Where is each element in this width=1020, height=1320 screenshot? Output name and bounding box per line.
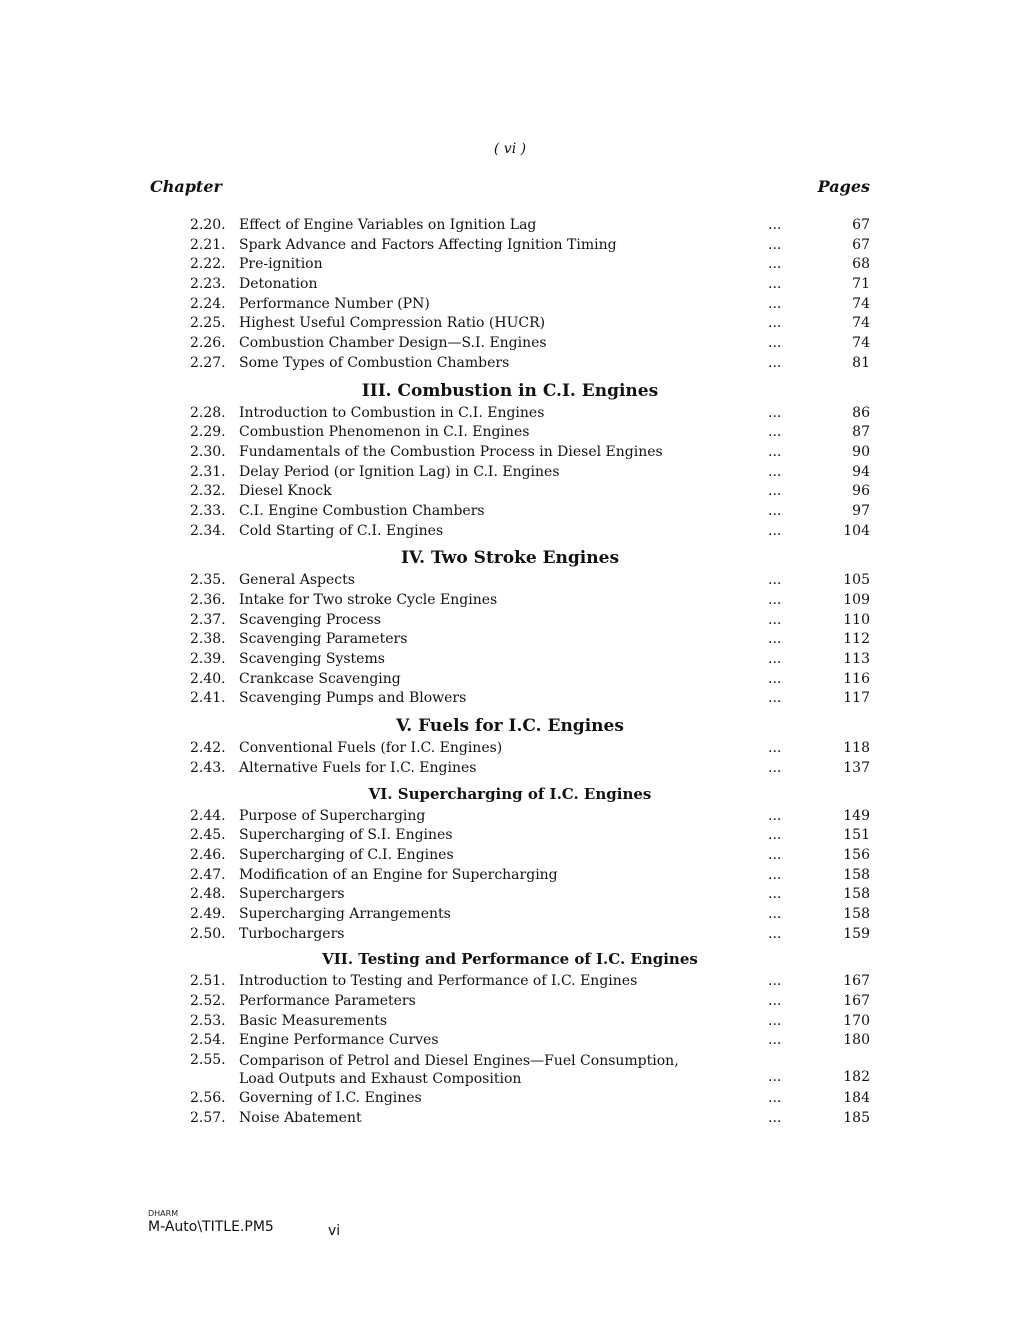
entry-page-number: 71 xyxy=(852,276,870,293)
entry-title-line: Combustion Phenomenon in C.I. Engines xyxy=(239,424,530,441)
entry-title-line: Scavenging Pumps and Blowers xyxy=(239,690,467,707)
toc-entry[interactable] xyxy=(150,314,870,334)
toc-entry[interactable] xyxy=(150,972,870,992)
entry-title xyxy=(239,255,323,275)
entry-page-number: 137 xyxy=(843,759,870,776)
entry-number: 2.35. xyxy=(190,572,226,589)
entry-leader-dots: ... xyxy=(768,502,782,519)
entry-leader-dots: ... xyxy=(768,276,782,293)
entry-title xyxy=(239,630,407,650)
entry-page-number: 167 xyxy=(843,993,870,1009)
section-heading: VI. Supercharging of I.C. Engines xyxy=(368,784,652,803)
toc-entry[interactable] xyxy=(150,739,870,759)
entry-number: 2.43. xyxy=(190,759,226,776)
entry-leader-dots: ... xyxy=(768,404,782,421)
entry-number: 2.32. xyxy=(190,483,226,500)
entry-title xyxy=(239,650,385,670)
entry-page-number: 180 xyxy=(843,1032,870,1049)
entry-number: 2.46. xyxy=(190,846,226,863)
entry-page-number: 67 xyxy=(852,236,870,253)
entry-title xyxy=(239,826,453,846)
entry-title-line: Scavenging Systems xyxy=(239,651,385,668)
entry-number: 2.51. xyxy=(190,973,226,990)
entry-page-number: 74 xyxy=(852,315,870,332)
entry-title-line: Load Outputs and Exhaust Composition xyxy=(239,1071,522,1088)
entry-number: 2.38. xyxy=(190,631,226,648)
entry-page-number: 90 xyxy=(852,443,870,460)
entry-leader-dots: ... xyxy=(768,807,782,824)
entry-number: 2.53. xyxy=(190,1012,226,1029)
entry-page-number: 117 xyxy=(843,690,870,707)
toc-entry[interactable] xyxy=(150,1031,870,1051)
entry-page-number: 87 xyxy=(852,424,870,441)
entry-title xyxy=(239,314,545,334)
entry-title xyxy=(239,275,317,295)
entry-title-line: Introduction to Combustion in C.I. Engines xyxy=(239,404,545,421)
entry-page-number: 185 xyxy=(843,1109,870,1126)
entry-title xyxy=(239,759,476,779)
toc-section xyxy=(150,779,870,945)
entry-number: 2.52. xyxy=(190,993,226,1009)
entry-leader-dots: ... xyxy=(768,827,782,844)
entry-title xyxy=(239,423,529,443)
entry-title-line: Basic Measurements xyxy=(239,1012,388,1029)
entry-title xyxy=(239,866,558,886)
footer xyxy=(148,1209,341,1239)
toc-entry[interactable] xyxy=(150,925,870,945)
entry-leader-dots: ... xyxy=(768,670,782,687)
entry-page-number: 149 xyxy=(843,807,870,824)
entry-page-number: 182 xyxy=(843,1069,870,1086)
entry-title xyxy=(239,334,547,354)
entry-page-number: 97 xyxy=(852,502,870,519)
entry-leader-dots: ... xyxy=(768,236,782,253)
entry-leader-dots: ... xyxy=(768,424,782,441)
entry-number: 2.54. xyxy=(190,1032,226,1049)
toc-entry[interactable] xyxy=(150,354,870,374)
footer-filename: M-Auto\TITLE.PM5 xyxy=(148,1219,274,1235)
toc-entry[interactable] xyxy=(150,630,870,650)
entry-number: 2.20. xyxy=(190,217,226,233)
entry-leader-dots: ... xyxy=(768,592,782,608)
entry-leader-dots: ... xyxy=(768,690,782,707)
toc-entry[interactable] xyxy=(150,1051,870,1089)
entry-number: 2.48. xyxy=(190,886,226,903)
entry-leader-dots: ... xyxy=(768,925,782,942)
entry-page-number: 104 xyxy=(843,522,870,539)
pages-heading: Pages xyxy=(817,177,870,196)
toc-header xyxy=(150,177,870,199)
entry-leader-dots: ... xyxy=(768,295,782,312)
entry-title-line: Fundamentals of the Combustion Process in Diesel Engines xyxy=(239,443,663,460)
entry-leader-dots: ... xyxy=(768,335,782,352)
toc-entry[interactable] xyxy=(150,846,870,866)
toc-entry[interactable] xyxy=(150,807,870,827)
entry-title-line: Conventional Fuels (for I.C. Engines) xyxy=(239,740,503,757)
toc-entry[interactable] xyxy=(150,334,870,354)
toc-entry[interactable] xyxy=(150,522,870,542)
entry-leader-dots: ... xyxy=(768,354,782,371)
entry-leader-dots: ... xyxy=(768,1090,782,1107)
entry-leader-dots: ... xyxy=(768,443,782,460)
entry-number: 2.27. xyxy=(190,354,226,371)
footer-tag: DHARM xyxy=(148,1209,179,1218)
toc-entry[interactable] xyxy=(150,255,870,275)
entry-page-number: 159 xyxy=(843,925,870,942)
entry-title-line: Noise Abatement xyxy=(239,1109,362,1126)
toc-entry[interactable] xyxy=(150,905,870,925)
entry-page-number: 167 xyxy=(843,973,870,990)
entry-title-line: Supercharging Arrangements xyxy=(239,905,451,922)
toc-entry[interactable] xyxy=(150,1089,870,1109)
entry-leader-dots: ... xyxy=(768,483,782,500)
toc-entry[interactable] xyxy=(150,295,870,315)
entry-number: 2.29. xyxy=(190,424,226,441)
entry-title-line: Diesel Knock xyxy=(239,483,332,500)
entry-title xyxy=(239,591,497,611)
entry-title-line: Cold Starting of C.I. Engines xyxy=(239,522,444,539)
toc-entry[interactable] xyxy=(150,482,870,502)
entry-page-number: 109 xyxy=(843,592,870,608)
entry-number: 2.26. xyxy=(190,335,226,352)
entry-title-line: Superchargers xyxy=(239,886,345,903)
section-heading: III. Combustion in C.I. Engines xyxy=(361,380,659,401)
toc-section xyxy=(150,374,870,542)
entry-number: 2.49. xyxy=(190,905,226,922)
entry-title-line: Purpose of Supercharging xyxy=(239,807,426,824)
entry-number: 2.24. xyxy=(190,295,226,312)
entry-title-line: Performance Number (PN) xyxy=(239,295,430,312)
entry-leader-dots: ... xyxy=(768,463,782,480)
entry-title xyxy=(239,689,466,709)
entry-title xyxy=(239,905,451,925)
entry-title-line: Scavenging Process xyxy=(239,611,381,628)
entry-title-line: Supercharging of C.I. Engines xyxy=(239,846,454,863)
entry-title xyxy=(239,463,560,483)
toc-entry[interactable] xyxy=(150,689,870,709)
entry-title-line: Performance Parameters xyxy=(239,993,416,1009)
entry-page-number: 118 xyxy=(843,740,870,757)
entry-number: 2.50. xyxy=(190,925,226,942)
entry-title xyxy=(239,443,663,463)
entry-title-line: General Aspects xyxy=(239,572,355,589)
entry-title xyxy=(239,522,443,542)
entry-title-line: Crankcase Scavenging xyxy=(239,670,401,687)
entry-title xyxy=(239,846,454,866)
entry-title-line: Comparison of Petrol and Diesel Engines—Fuel Consumption, xyxy=(239,1053,679,1070)
entry-leader-dots: ... xyxy=(768,993,782,1009)
entry-title xyxy=(239,1031,439,1051)
entry-number: 2.45. xyxy=(190,827,226,844)
toc-entry[interactable] xyxy=(150,866,870,886)
entry-page-number: 156 xyxy=(843,846,870,863)
entry-title-line: Delay Period (or Ignition Lag) in C.I. Engines xyxy=(239,463,560,480)
toc-entry[interactable] xyxy=(150,670,870,690)
entry-number: 2.36. xyxy=(190,592,226,608)
toc-entry[interactable] xyxy=(150,591,870,611)
entry-number: 2.31. xyxy=(190,463,226,480)
entry-page-number: 110 xyxy=(843,611,870,628)
entry-title-line: Spark Advance and Factors Affecting Ignition Timing xyxy=(239,236,617,253)
section-heading: V. Fuels for I.C. Engines xyxy=(396,716,624,737)
toc-entry[interactable] xyxy=(150,1012,870,1032)
entry-title xyxy=(239,216,536,236)
entry-number: 2.22. xyxy=(190,256,226,273)
entry-page-number: 86 xyxy=(852,404,870,421)
entry-page-number: 116 xyxy=(843,670,870,687)
entry-title-line: Scavenging Parameters xyxy=(239,631,408,648)
page-number: ( vi ) xyxy=(493,141,527,157)
entry-title xyxy=(239,992,416,1012)
entry-leader-dots: ... xyxy=(768,522,782,539)
entry-leader-dots: ... xyxy=(768,973,782,990)
entry-page-number: 96 xyxy=(852,483,870,500)
chapter-heading: Chapter xyxy=(150,177,222,196)
entry-number: 2.57. xyxy=(190,1109,226,1126)
entry-title xyxy=(239,1089,422,1109)
entry-leader-dots: ... xyxy=(768,651,782,668)
entry-title-line: Pre-ignition xyxy=(239,256,323,273)
entry-leader-dots: ... xyxy=(768,1109,782,1126)
entry-title-line: Alternative Fuels for I.C. Engines xyxy=(239,759,477,776)
entry-number: 2.28. xyxy=(190,404,226,421)
entry-title xyxy=(239,739,502,759)
section-heading: VII. Testing and Performance of I.C. Engines xyxy=(322,950,698,969)
section-heading: IV. Two Stroke Engines xyxy=(400,548,620,569)
entry-page-number: 112 xyxy=(843,631,870,648)
entry-title-line: Combustion Chamber Design—S.I. Engines xyxy=(239,335,547,352)
entry-title-line: Detonation xyxy=(239,276,318,293)
entry-title xyxy=(239,571,355,591)
entry-title-line: Effect of Engine Variables on Ignition Lag xyxy=(239,217,537,233)
toc-entry[interactable] xyxy=(150,502,870,522)
toc-entry[interactable] xyxy=(150,611,870,631)
entry-title-line: Turbochargers xyxy=(239,925,345,942)
toc-entry[interactable] xyxy=(150,650,870,670)
toc-entry[interactable] xyxy=(150,423,870,443)
toc-entry[interactable] xyxy=(150,759,870,779)
entry-leader-dots: ... xyxy=(768,740,782,757)
entry-title xyxy=(239,1012,387,1032)
entry-title xyxy=(239,295,430,315)
toc-entry[interactable] xyxy=(150,236,870,256)
toc-section xyxy=(150,709,870,778)
entry-title xyxy=(239,354,509,374)
entry-leader-dots: ... xyxy=(768,631,782,648)
entry-page-number: 74 xyxy=(852,335,870,352)
entry-leader-dots: ... xyxy=(768,217,782,233)
entry-leader-dots: ... xyxy=(768,905,782,922)
entry-title xyxy=(239,482,332,502)
footer-page: vi xyxy=(328,1223,341,1239)
entry-title-line: Supercharging of S.I. Engines xyxy=(239,827,453,844)
entry-number: 2.44. xyxy=(190,807,226,824)
entry-title xyxy=(239,404,544,424)
entry-title xyxy=(239,1052,679,1088)
entry-number: 2.55. xyxy=(190,1052,226,1069)
entry-page-number: 184 xyxy=(843,1090,870,1107)
entry-leader-dots: ... xyxy=(768,759,782,776)
toc-section xyxy=(150,541,870,709)
entry-leader-dots: ... xyxy=(768,866,782,883)
entry-title xyxy=(239,502,485,522)
entry-page-number: 170 xyxy=(843,1012,870,1029)
entry-title-line: Engine Performance Curves xyxy=(239,1032,439,1049)
entry-title xyxy=(239,807,425,827)
entry-leader-dots: ... xyxy=(768,315,782,332)
entry-number: 2.37. xyxy=(190,611,226,628)
entry-number: 2.34. xyxy=(190,522,226,539)
entry-title-line: Some Types of Combustion Chambers xyxy=(239,354,510,371)
entry-number: 2.56. xyxy=(190,1090,226,1107)
toc-entry[interactable] xyxy=(150,463,870,483)
entry-leader-dots: ... xyxy=(768,256,782,273)
entry-title-line: Governing of I.C. Engines xyxy=(239,1090,422,1107)
entry-title xyxy=(239,1109,362,1129)
entry-title-line: Highest Useful Compression Ratio (HUCR) xyxy=(239,315,546,332)
toc-entry[interactable] xyxy=(150,571,870,591)
entry-number: 2.23. xyxy=(190,276,226,293)
toc-entry[interactable] xyxy=(150,443,870,463)
entry-title-line: C.I. Engine Combustion Chambers xyxy=(239,502,485,519)
toc-section xyxy=(150,216,870,374)
table-of-contents xyxy=(150,216,870,1128)
entry-number: 2.47. xyxy=(190,866,226,883)
entry-title xyxy=(239,972,637,992)
toc-entry[interactable] xyxy=(150,1109,870,1129)
entry-leader-dots: ... xyxy=(768,1012,782,1029)
toc-entry[interactable] xyxy=(150,826,870,846)
entry-leader-dots: ... xyxy=(768,846,782,863)
entry-page-number: 68 xyxy=(852,256,870,273)
toc-entry[interactable] xyxy=(150,404,870,424)
entry-title xyxy=(239,236,617,256)
entry-leader-dots: ... xyxy=(768,611,782,628)
entry-number: 2.42. xyxy=(190,740,226,757)
entry-number: 2.39. xyxy=(190,651,226,668)
entry-number: 2.25. xyxy=(190,315,226,332)
entry-leader-dots: ... xyxy=(768,572,782,589)
entry-title xyxy=(239,611,381,631)
entry-leader-dots: ... xyxy=(768,1032,782,1049)
entry-number: 2.33. xyxy=(190,502,226,519)
toc-entry[interactable] xyxy=(150,992,870,1012)
toc-section xyxy=(150,944,870,1128)
entry-page-number: 94 xyxy=(852,463,870,480)
entry-title xyxy=(239,670,401,690)
entry-title xyxy=(239,925,344,945)
toc-entry[interactable] xyxy=(150,275,870,295)
entry-page-number: 151 xyxy=(843,827,870,844)
entry-page-number: 74 xyxy=(852,295,870,312)
toc-entry[interactable] xyxy=(150,885,870,905)
entry-page-number: 158 xyxy=(843,866,870,883)
entry-page-number: 158 xyxy=(843,886,870,903)
entry-leader-dots: ... xyxy=(768,886,782,903)
entry-page-number: 81 xyxy=(852,354,870,371)
entry-page-number: 113 xyxy=(843,651,870,668)
entry-page-number: 105 xyxy=(843,572,870,589)
entry-leader-dots: ... xyxy=(768,1069,782,1086)
toc-entry[interactable] xyxy=(150,216,870,236)
entry-number: 2.41. xyxy=(190,690,226,707)
entry-number: 2.30. xyxy=(190,443,226,460)
entry-number: 2.40. xyxy=(190,670,226,687)
entry-page-number: 67 xyxy=(852,217,870,233)
entry-title-line: Introduction to Testing and Performance of I.C. Engines xyxy=(239,973,638,990)
entry-page-number: 158 xyxy=(843,905,870,922)
entry-title-line: Modification of an Engine for Supercharging xyxy=(239,866,558,883)
entry-title-line: Intake for Two stroke Cycle Engines xyxy=(239,592,498,608)
entry-number: 2.21. xyxy=(190,236,226,253)
entry-title xyxy=(239,885,345,905)
